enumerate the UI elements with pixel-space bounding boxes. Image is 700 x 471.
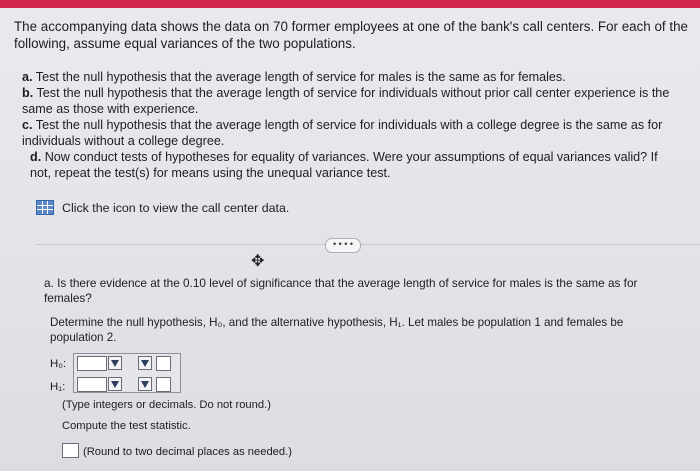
part-text: Test the null hypothesis that the average length of service for males is the same as for females.: [35, 70, 566, 84]
part-letter: b.: [22, 86, 34, 100]
h0-operator-dropdown[interactable]: [138, 356, 152, 370]
part-c: [22, 117, 682, 149]
top-accent-bar: [0, 0, 700, 8]
part-b: [22, 85, 682, 117]
table-icon[interactable]: [36, 200, 54, 215]
section-divider: [36, 244, 700, 245]
h1-value-field[interactable]: [156, 377, 171, 392]
input-format-note: (Type integers or decimals. Do not round.): [62, 399, 271, 411]
part-a: [22, 69, 682, 85]
data-link-row[interactable]: [36, 200, 289, 215]
rounding-note: (Round to two decimal places as needed.): [83, 446, 292, 458]
part-letter: c.: [22, 118, 33, 132]
determine-instructions: Determine the null hypothesis, H₀, and the alternative hypothesis, H₁. Let males be population 1 and females be population 2.: [50, 316, 624, 344]
question-parts: [22, 69, 682, 181]
compute-label: Compute the test statistic.: [62, 420, 191, 432]
sub-question: a. Is there evidence at the 0.10 level of significance that the average length of service for males is the same as for females?: [44, 276, 638, 305]
part-letter: a.: [22, 70, 33, 84]
part-text: Now conduct tests of hypotheses for equality of variances. Were your assumptions of equal variances valid? If not, repeat the test(s) for means using the unequal variance test.: [30, 150, 658, 180]
h0-parameter-dropdown[interactable]: [108, 356, 122, 370]
more-button[interactable]: • • • •: [325, 238, 361, 253]
h1-parameter-field[interactable]: [77, 377, 107, 392]
move-cursor-icon: ✥: [251, 253, 265, 270]
h1-parameter-dropdown[interactable]: [108, 377, 122, 391]
h0-label: H₀:: [50, 358, 67, 370]
h0-value-field[interactable]: [156, 356, 171, 371]
h1-label: H₁:: [50, 381, 66, 393]
data-link-text[interactable]: Click the icon to view the call center data.: [62, 200, 290, 215]
h1-operator-dropdown[interactable]: [138, 377, 152, 391]
test-statistic-input[interactable]: [62, 443, 79, 458]
h0-parameter-field[interactable]: [77, 356, 107, 371]
part-d: [22, 149, 682, 181]
part-text: Test the null hypothesis that the average length of service for individuals without prior call center experience is the same as those with experience.: [22, 86, 670, 116]
part-letter: d.: [30, 150, 42, 164]
part-text: Test the null hypothesis that the average length of service for individuals with a college degree is the same as for individuals without a college degree.: [22, 118, 663, 148]
question-intro: The accompanying data shows the data on 70 former employees at one of the bank's call centers. For each of the following, assume equal variances of the two populations.: [14, 19, 688, 51]
